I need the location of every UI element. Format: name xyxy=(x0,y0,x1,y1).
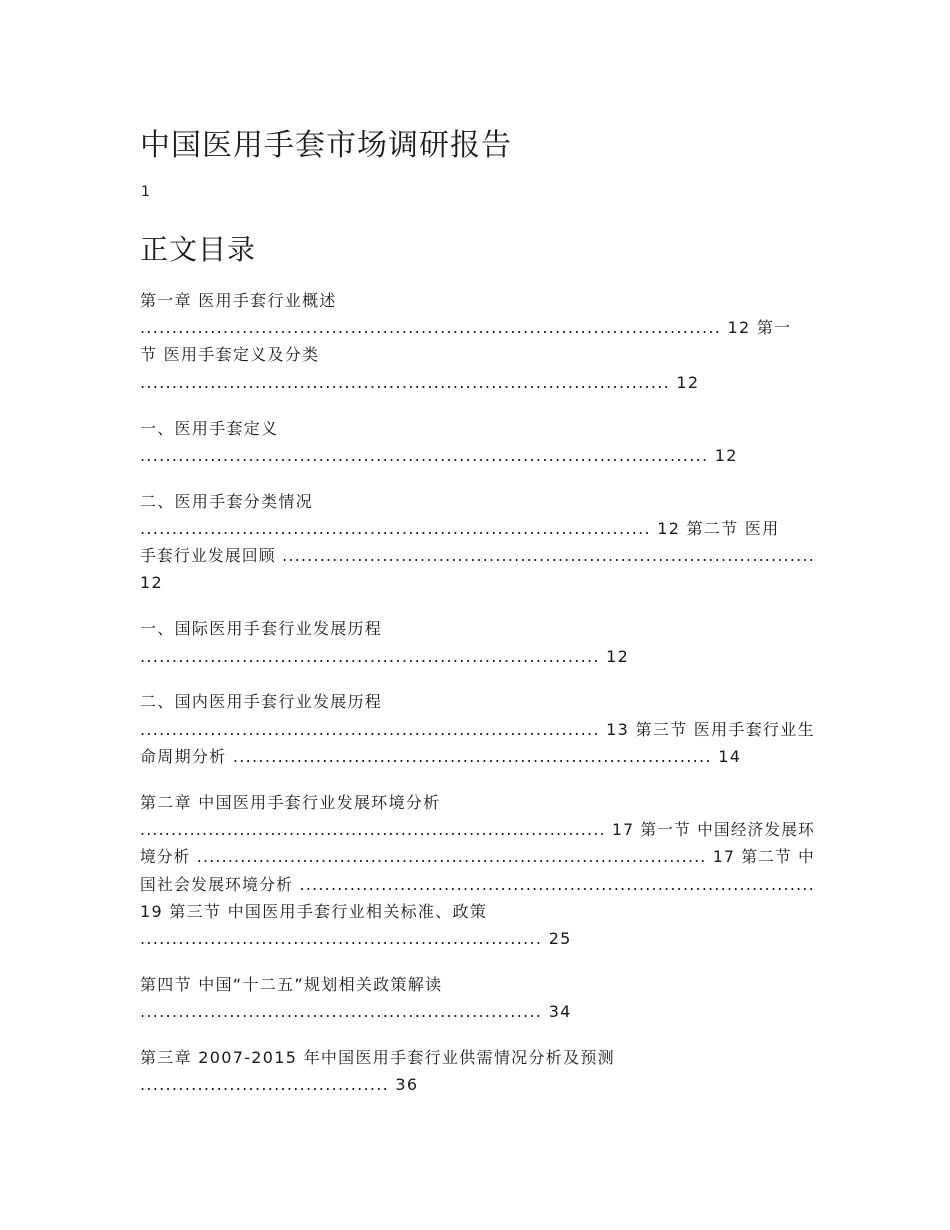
toc-line: 一、医用手套定义 xyxy=(140,419,279,438)
toc-line: 命周期分析 ........................................................................... 14 xyxy=(140,747,742,766)
toc-heading: 正文目录 xyxy=(140,233,257,266)
toc-line: 二、医用手套分类情况 xyxy=(140,492,314,511)
toc-line: 国社会发展环境分析 .................................................................................. xyxy=(140,875,815,894)
toc-line: 手套行业发展回顾 ..................................................................................... xyxy=(140,546,816,565)
toc-line: 一、国际医用手套行业发展历程 xyxy=(140,619,383,638)
toc-line: 节 医用手套定义及分类 xyxy=(140,345,320,364)
toc-line: 第四节 中国“十二五”规划相关政策解读 xyxy=(140,975,443,994)
toc-line: 第一章 医用手套行业概述 xyxy=(140,291,337,310)
toc-line: ........................................................................ 13 第三节 医用手套行业生 xyxy=(140,720,815,739)
toc-line: 12 xyxy=(140,573,163,592)
toc-line: ............................................................... 34 xyxy=(140,1002,572,1021)
toc-line: 境分析 .................................................................................. 17 第二节 中 xyxy=(140,847,816,866)
toc-line: ........................................................................................... 12 第一 xyxy=(140,318,792,337)
toc-line: ................................................................................ 12 第二节 医用 xyxy=(140,519,780,538)
toc-line: ................................................................................... 12 xyxy=(140,373,700,392)
toc-line: 二、国内医用手套行业发展历程 xyxy=(140,692,383,711)
toc-line: ........................................................................... 17 第一节 中国经济发展环 xyxy=(140,820,815,839)
toc-line: ............................................................... 25 xyxy=(140,929,572,948)
toc-line: ....................................... 36 xyxy=(140,1075,419,1094)
toc-line: 第三章 2007-2015 年中国医用手套行业供需情况分析及预测 xyxy=(140,1048,615,1067)
toc-line: 第二章 中国医用手套行业发展环境分析 xyxy=(140,793,441,812)
document-title: 中国医用手套市场调研报告 xyxy=(140,128,512,163)
toc-line: ........................................................................ 12 xyxy=(140,647,630,666)
page-number: 1 xyxy=(141,184,150,200)
toc-line: 19 第三节 中国医用手套行业相关标准、政策 xyxy=(140,902,488,921)
toc-line: ......................................................................................... 12 xyxy=(140,446,738,465)
